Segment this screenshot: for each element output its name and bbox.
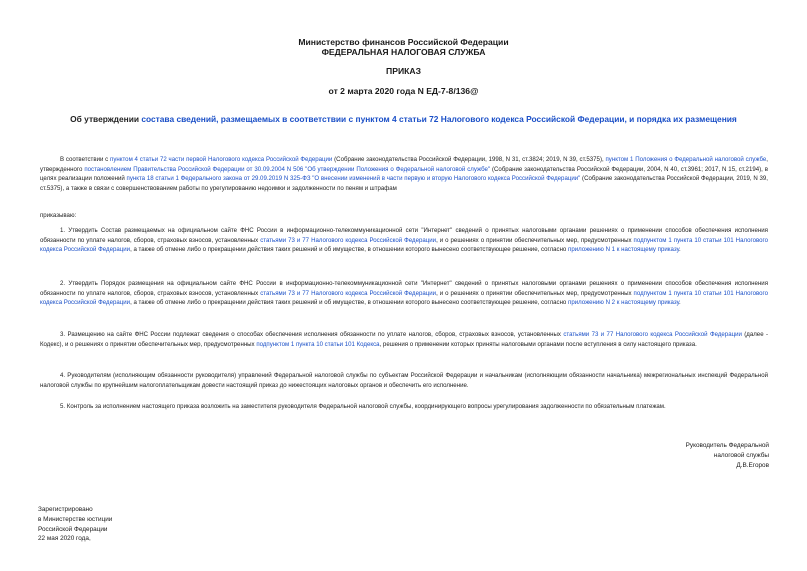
item-1-link-appendix[interactable]: приложению N 1 к настоящему приказу xyxy=(568,246,680,254)
registration-line: Российской Федерации xyxy=(38,525,108,533)
preamble-text: (Собрание законодательства Российской Федерации, 2004, N 40, ст.3961; 2017, N 15, ст.2194), в целях реализации положений xyxy=(40,165,768,183)
item-3-link-subpoint[interactable]: подпунктом 1 пункта 10 статьи 101 Кодекса xyxy=(256,340,380,348)
doc-type: ПРИКАЗ xyxy=(386,66,421,76)
preamble-link-regulation[interactable]: пунктом 1 Положения о Федеральной налоговой службе xyxy=(605,156,767,163)
document-title xyxy=(20,114,787,125)
item-3-link-articles[interactable]: статьями 73 и 77 Налогового кодекса Российской Федерации xyxy=(563,331,742,338)
title-prefix: Об утверждении xyxy=(70,114,142,124)
preamble-link-resolution[interactable]: постановлением Правительства Российской Федерации от 30.09.2004 N 506 "Об утверждении Положения о Федеральной налоговой службе" xyxy=(84,165,491,173)
item-4: 4. Руководителям (исполняющим обязанности руководителя) управлений Федеральной налоговой службы по субъектам Российской Федерации и начальникам (исполняющим обязанности начальника) межрегиональных инспекций Федеральной налоговой службы по крупнейшим налогоплательщикам довести настоящий приказ до нижестоящих налоговых органов и обеспечить его исполнение. xyxy=(40,372,768,389)
item-text: , и о решениях о принятии обеспечительных мер, предусмотренных xyxy=(436,289,634,297)
item-text: . xyxy=(679,246,681,254)
item-text: . xyxy=(679,299,681,307)
item-1-link-articles[interactable]: статьями 73 и 77 Налогового кодекса Российской Федерации xyxy=(260,236,437,244)
registration-block xyxy=(38,505,112,544)
item-text: , решения о применении которых приняты налоговыми органами после вступления в силу настоящего приказа. xyxy=(379,340,697,348)
preamble-text: , утвержденного xyxy=(40,156,768,173)
item-text: 2. Утвердить Порядок размещения на официальном сайте ФНС России в информационно-телекоммуникационной сети "Интернет" сведений о принятых налоговыми органами решениях о применении способов обеспечения исполнения обязанности по уплате налогов, сборов, страховых взносов, установленных xyxy=(40,280,768,297)
signature-name: Д.В.Егоров xyxy=(736,462,769,469)
preamble-text: В соответствии с xyxy=(60,156,111,163)
ministry-title: Министерство финансов Российской Федерации xyxy=(298,37,509,47)
item-1 xyxy=(40,226,768,255)
preamble-link-federal-law[interactable]: пункта 18 статьи 1 Федерального закона от 29.09.2019 N 325-ФЗ "О внесении изменений в части первую и вторую Налогового кодекса Российской Федерации" xyxy=(126,175,581,183)
item-text: 1. Утвердить Состав размещаемых на официальном сайте ФНС России в информационно-телекоммуникационной сети "Интернет" сведений о принятых налоговыми органами решениях о применении способов обеспечения исполнения обязанности по уплате налогов, сборов, страховых взносов, установленных xyxy=(40,227,768,244)
item-2-link-articles[interactable]: статьями 73 и 77 Налогового кодекса Российской Федерации xyxy=(260,289,437,297)
item-text: , а также об отмене либо о прекращении действия таких решений и об имуществе, в отношении которого вынесено соответствующее решение, согласно xyxy=(130,299,569,307)
item-2 xyxy=(40,279,768,308)
item-text: 3. Размещению на сайте ФНС России подлежат сведения о способах обеспечения исполнения обязанности по уплате налогов, сборов, страховых взносов, установленных xyxy=(60,331,564,338)
preamble-link-tax-code[interactable]: пунктом 4 статьи 72 части первой Налогового кодекса Российской Федерации xyxy=(110,156,333,163)
item-5: 5. Контроль за исполнением настоящего приказа возложить на заместителя руководителя Федеральной налоговой службы, координирующего вопросы урегулирования задолженности по обязательным платежам. xyxy=(60,403,666,410)
item-text: (далее - Кодекс), и о решениях о принятии обеспечительных мер, предусмотренных xyxy=(40,331,769,348)
signature-block xyxy=(686,441,769,471)
signature-position: Руководитель Федеральной xyxy=(685,442,769,449)
signature-position: налоговой службы xyxy=(713,452,769,459)
preamble-text: (Собрание законодательства Российской Федерации, 2019, N 39, ст.5375), а также в связи с совершенствованием работы по урегулированию недоимки и задолженности по пеням и штрафам xyxy=(40,175,768,193)
registration-line: в Министерстве юстиции xyxy=(38,515,113,523)
orders-line: приказываю: xyxy=(40,212,77,219)
preamble-text: (Собрание законодательства Российской Федерации, 1998, N 31, ст.3824; 2019, N 39, ст.5375), xyxy=(332,156,606,163)
item-3 xyxy=(40,330,768,349)
item-1-link-subpoint[interactable]: подпунктом 1 пункта 10 статьи 101 Налогового кодекса Российской Федерации xyxy=(40,236,768,254)
registration-date: 22 мая 2020 года, xyxy=(38,535,91,543)
title-link[interactable]: состава сведений, размещаемых в соответствии с пунктом 4 статьи 72 Налогового кодекса Российской Федерации, и порядка их размещения xyxy=(141,114,737,124)
doc-date-number: от 2 марта 2020 года N ЕД-7-8/136@ xyxy=(328,86,479,96)
item-2-link-appendix[interactable]: приложению N 2 к настоящему приказу xyxy=(568,299,680,307)
item-2-link-subpoint[interactable]: подпунктом 1 пункта 10 статьи 101 Налогового кодекса Российской Федерации xyxy=(40,289,768,307)
item-text: , и о решениях о принятии обеспечительных мер, предусмотренных xyxy=(436,236,634,244)
preamble xyxy=(40,155,768,194)
service-title: ФЕДЕРАЛЬНАЯ НАЛОГОВАЯ СЛУЖБА xyxy=(321,47,486,57)
registration-line: Зарегистрировано xyxy=(38,506,93,513)
item-text: , а также об отмене либо о прекращении действия таких решений и об имуществе, в отношении которого вынесено соответствующее решение, согласно xyxy=(130,246,569,254)
